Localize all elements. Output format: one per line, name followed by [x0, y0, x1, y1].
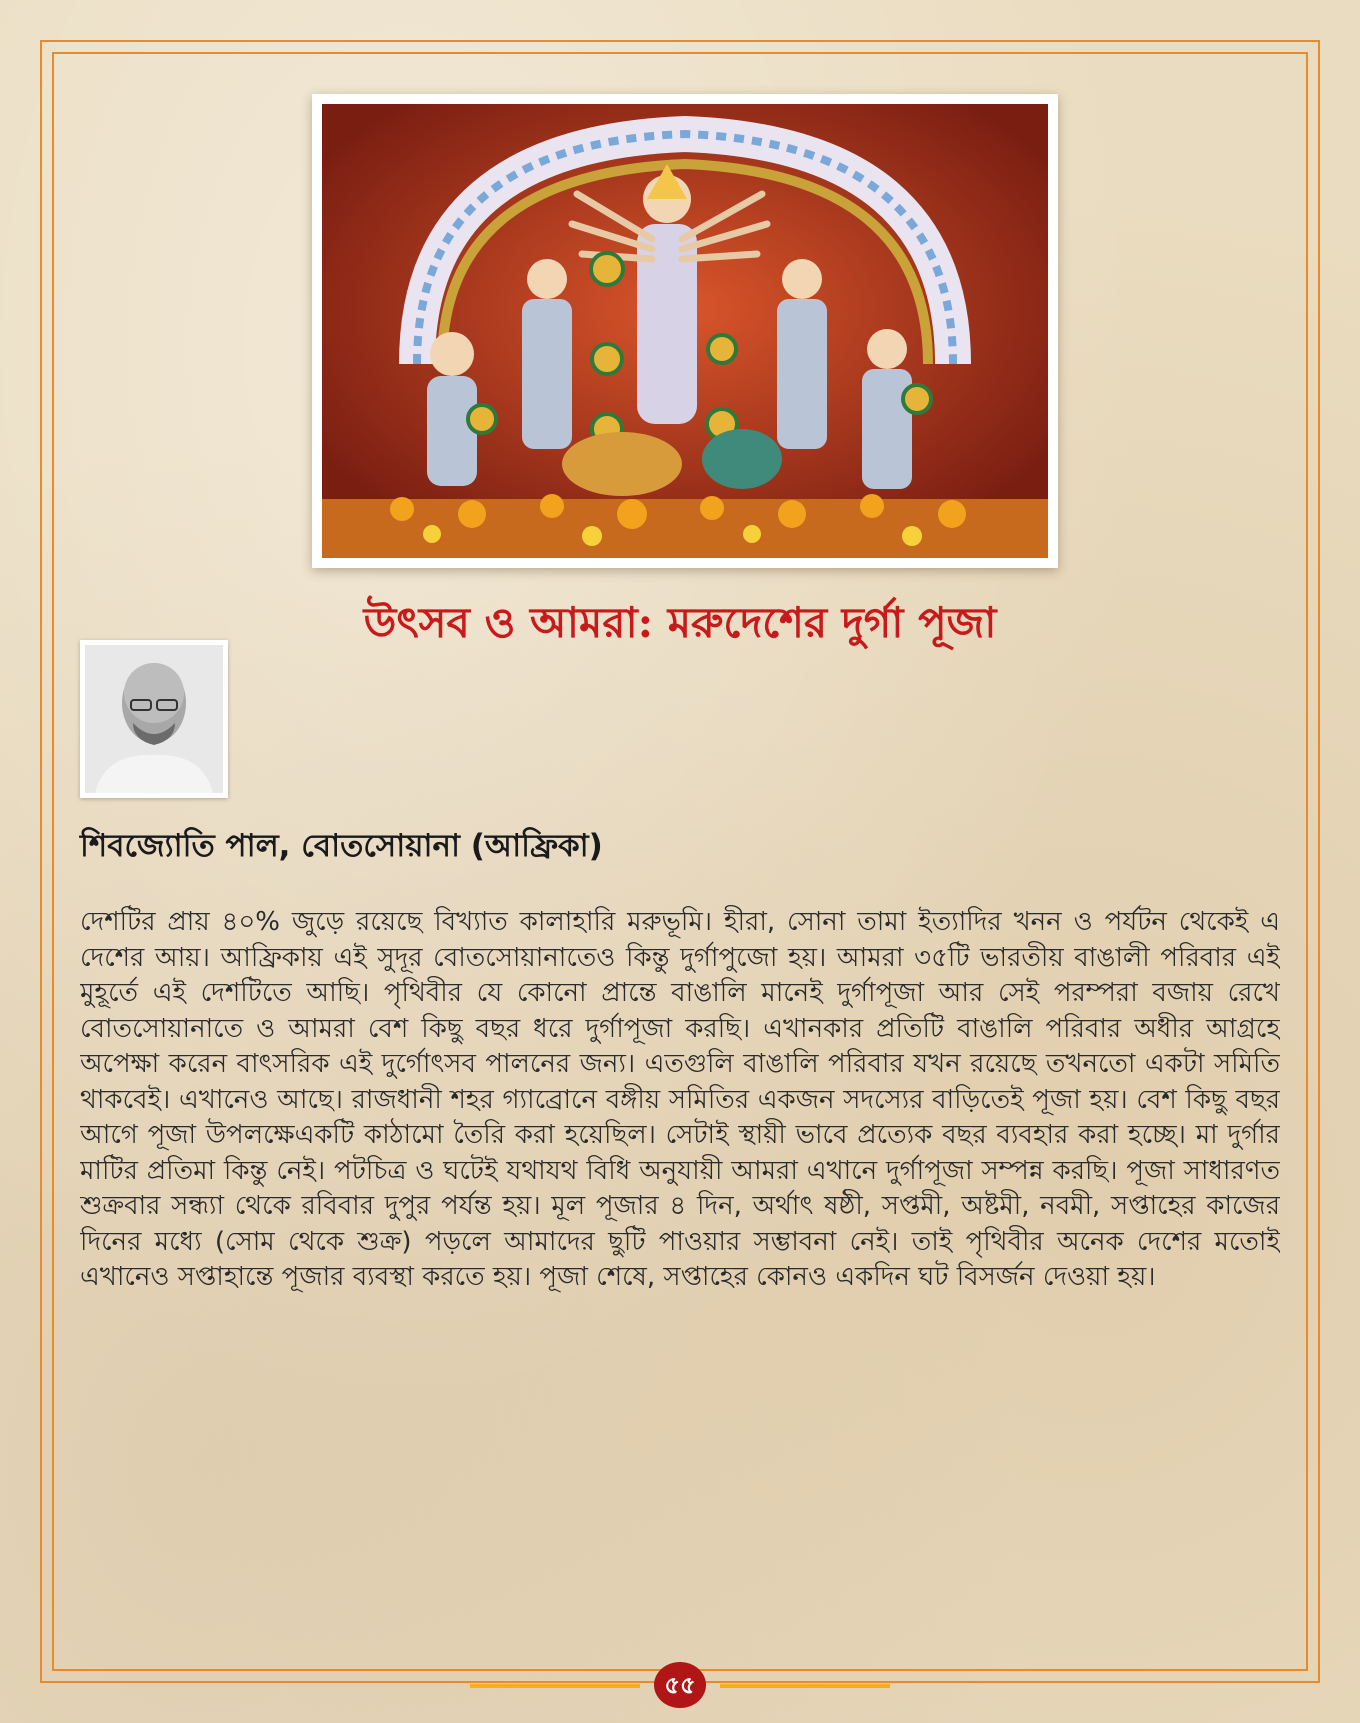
- page-number-line-left: [470, 1684, 640, 1688]
- page-number-line-right: [720, 1684, 890, 1688]
- article-title: উৎসব ও আমরা: মরুদেশের দুর্গা পূজা: [363, 598, 997, 647]
- author-portrait-photo: [80, 640, 228, 798]
- durga-idol-photo: [312, 94, 1058, 568]
- article-body: দেশটির প্রায় ৪০% জুড়ে রয়েছে বিখ্যাত কালাহারি মরুভূমি। হীরা, সোনা তামা ইত্যাদির খনন ও পর্যটন থেকেই এ দেশের আয়। আফ্রিকায় এই সুদূর বোতসোয়ানাতেও কিন্তু দুর্গাপুজো হয়। আমরা ৩৫টি ভারতীয় বাঙালী পরিবার এই মুহূর্তে এই দেশটিতে আছি। পৃথিবীর যে কোনো প্রান্তে বাঙালি মানেই দুর্গাপূজা আর সেই পরম্পরা বজায় রেখে বোতসোয়ানাতে ও আমরা বেশ কিছু বছর ধরে দুর্গাপূজা করছি। এখানকার প্রতিটি বাঙালি পরিবার অধীর আগ্রহে অপেক্ষা করেন বাৎসরিক এই দুর্গোৎসব পালনের জন্য। এতগুলি বাঙালি পরিবার যখন রয়েছে তখনতো একটা সমিতি থাকবেই। এখানেও আছে। রাজধানী শহর গ্যাব্রোনে বঙ্গীয় সমিতির একজন সদস্যের বাড়িতেই পূজা হয়। বেশ কিছু বছর আগে পূজা উপলক্ষেএকটি কাঠামো তৈরি করা হয়েছিল। সেটাই স্থায়ী ভাবে প্রত্যেক বছর ব্যবহার করা হচ্ছে। মা দুর্গার মাটির প্রতিমা কিন্তু নেই। পটচিত্র ও ঘটেই যথাযথ বিধি অনুযায়ী আমরা এখানে দুর্গাপূজা সম্পন্ন করছি। পূজা সাধারণত শুক্রবার সন্ধ্যা থেকে রবিবার দুপুর পর্যন্ত হয়। মূল পূজার ৪ দিন, অর্থাৎ ষষ্ঠী, সপ্তমী, অষ্টমী, নবমী, সপ্তাহের কাজের দিনের মধ্যে (সোম থেকে শুক্র) পড়লে আমাদের ছুটি পাওয়ার সম্ভাবনা নেই। তাই পৃথিবীর অনেক দেশের মতোই এখানেও সপ্তাহান্তে পূজার ব্যবস্থা করতে হয়। পূজা শেষে, সপ্তাহের কোনও একদিন ঘট বিসর্জন দেওয়া হয়।: [80, 907, 1280, 1292]
- page-number-badge: ৫৫: [654, 1662, 706, 1708]
- durga-idol-illustration: [322, 104, 1048, 558]
- author-byline: শিবজ্যোতি পাল, বোতসোয়ানা (আফ্রিকা): [80, 828, 603, 864]
